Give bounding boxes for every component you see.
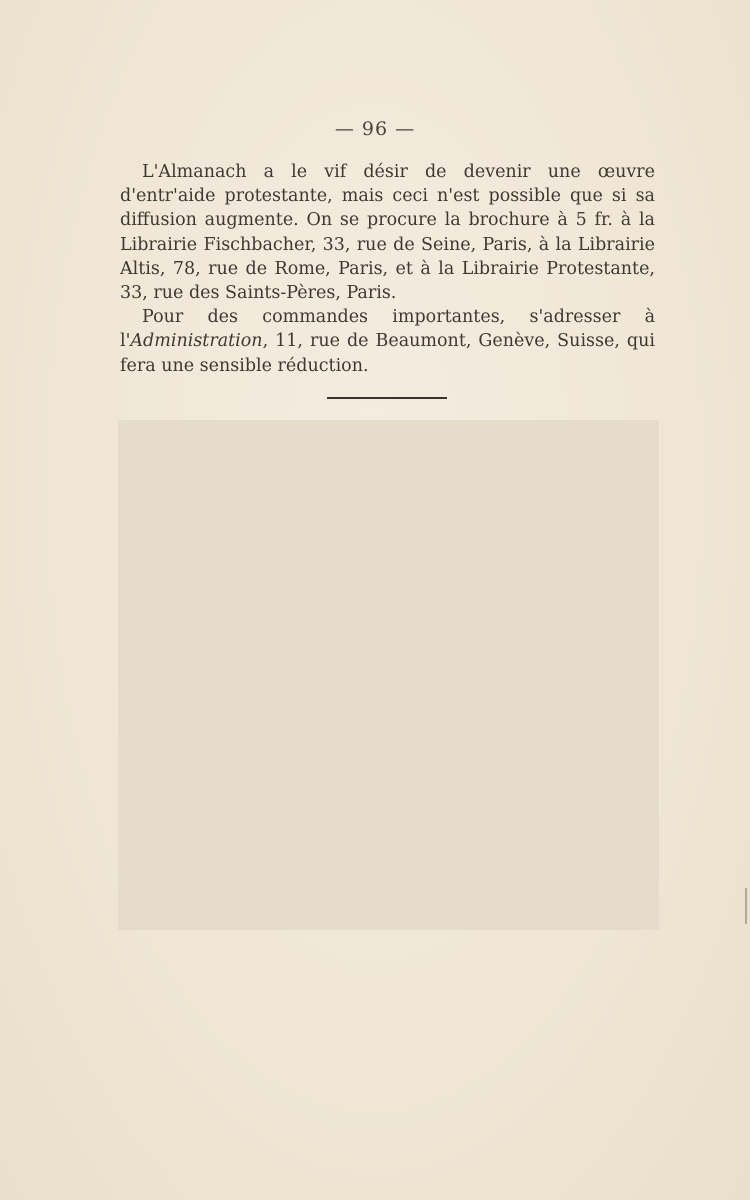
page-number: — 96 — bbox=[334, 118, 416, 140]
body-text bbox=[120, 160, 655, 378]
paragraph-distribution: L'Almanach a le vif désir de devenir une œuvre d'entr'aide protestante, mais ceci n'est possible que si sa diffusion augmente. On se procure la brochure à 5 fr. à la Librairie Fischbacher, 33, rue de Seine, Paris, à la Librairie Altis, 78, rue de Rome, Paris, et à la Librairie Protestante, 33, rue des Saints-Pères, Paris. bbox=[120, 162, 655, 304]
orders-tail-text: , 11, rue de Beaumont, Genève, Suisse, qui fera une sensible réduction. bbox=[120, 331, 655, 376]
paper-edge-mark bbox=[745, 888, 747, 924]
section-divider bbox=[327, 397, 447, 399]
redacted-block bbox=[118, 420, 659, 930]
paragraph-orders bbox=[120, 305, 655, 378]
administration-italic: Administration bbox=[130, 331, 263, 352]
orders-lead-text: Pour des commandes importantes, s'adresser à l' bbox=[120, 307, 655, 352]
